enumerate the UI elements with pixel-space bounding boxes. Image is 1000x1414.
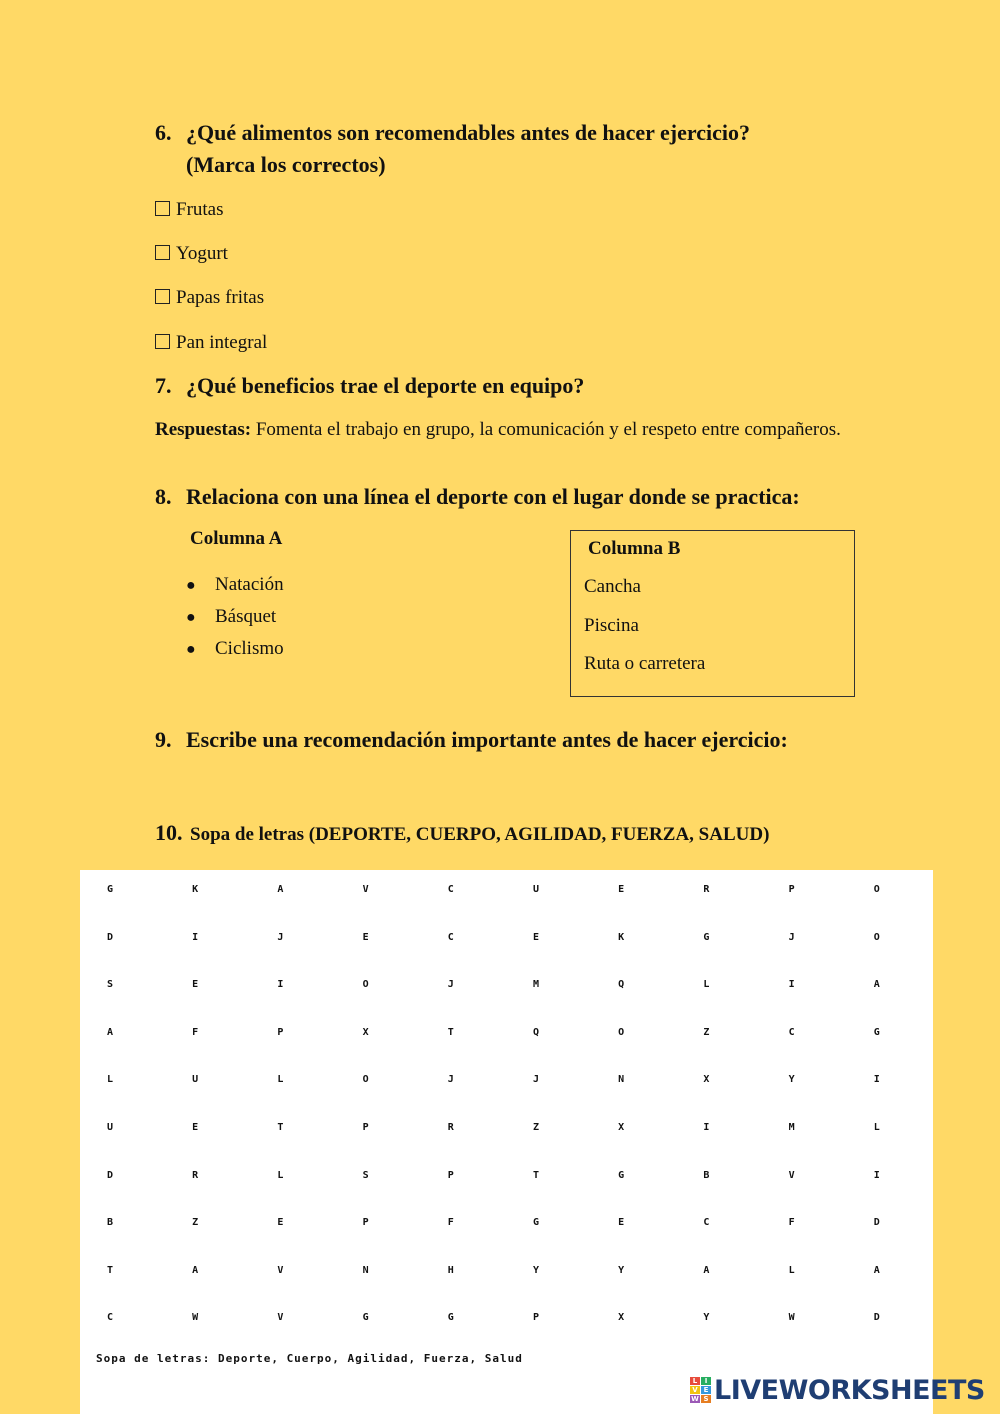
option-label: Papas fritas	[176, 287, 265, 308]
word-search-cell[interactable]: U	[106, 1122, 114, 1133]
word-search-cell[interactable]: L	[106, 1074, 114, 1086]
word-search-cell[interactable]: R	[447, 1122, 454, 1133]
word-search-cell[interactable]: O	[362, 979, 369, 991]
column-b-item[interactable]: Ruta o carretera	[584, 653, 706, 674]
word-search-cell[interactable]: T	[447, 1026, 454, 1038]
word-search-cell[interactable]: G	[447, 1312, 454, 1324]
question-text: ¿Qué alimentos son recomendables antes de hacer ejercicio?	[186, 120, 750, 145]
column-b-item[interactable]: Cancha	[584, 576, 641, 597]
column-a-item[interactable]: ● Ciclismo	[186, 636, 284, 668]
word-search-cell[interactable]: S	[106, 979, 114, 991]
word-search-cell[interactable]: Z	[532, 1122, 540, 1133]
word-search-cell[interactable]: C	[106, 1312, 114, 1324]
logo-mark-tile: I	[701, 1377, 711, 1385]
bullet-icon: ●	[186, 641, 196, 658]
word-search-cell[interactable]: P	[447, 1169, 454, 1181]
word-search-cell[interactable]: Q	[618, 979, 625, 991]
word-search-cell[interactable]: G	[532, 1217, 540, 1229]
bullet-icon: ●	[186, 609, 196, 626]
answer-text: Fomenta el trabajo en grupo, la comunicación y el respeto entre compañeros.	[255, 419, 841, 440]
word-search-cell[interactable]: F	[192, 1026, 199, 1038]
word-search-cell[interactable]: G	[618, 1169, 625, 1181]
word-search-cell[interactable]: X	[703, 1074, 710, 1086]
word-search-cell[interactable]: K	[192, 884, 199, 895]
word-search-cell[interactable]: E	[532, 931, 540, 943]
word-search-cell[interactable]: U	[192, 1074, 199, 1086]
word-search-cell[interactable]: P	[277, 1026, 284, 1038]
column-b-item[interactable]: Piscina	[584, 615, 639, 636]
word-search-cell[interactable]: T	[532, 1169, 540, 1181]
word-search	[80, 870, 933, 1414]
word-search-cell[interactable]: A	[277, 884, 284, 895]
word-search-cell[interactable]: I	[873, 1169, 880, 1181]
question-text-continued: (Marca los correctos)	[186, 152, 386, 177]
word-search-cell[interactable]: Z	[192, 1217, 199, 1229]
word-search-cell[interactable]: L	[277, 1169, 284, 1181]
word-search-cell[interactable]: R	[192, 1169, 199, 1181]
word-search-cell[interactable]: S	[362, 1169, 369, 1181]
word-search-cell[interactable]: G	[362, 1312, 369, 1324]
option-papas-fritas[interactable]	[155, 286, 264, 310]
column-b-title: Columna B	[588, 538, 681, 559]
word-search-cell[interactable]: V	[788, 1169, 795, 1181]
word-search-cell[interactable]: L	[873, 1122, 880, 1133]
word-search-cell[interactable]: T	[277, 1122, 284, 1133]
word-search-cell[interactable]: O	[873, 884, 880, 895]
word-search-cell[interactable]: X	[618, 1122, 625, 1133]
word-search-cell[interactable]: D	[873, 1217, 880, 1229]
word-search-cell[interactable]: A	[192, 1264, 199, 1276]
word-search-cell[interactable]: E	[277, 1217, 284, 1229]
word-search-cell[interactable]: W	[788, 1312, 795, 1324]
word-search-cell[interactable]: F	[788, 1217, 795, 1229]
word-search-cell[interactable]: P	[362, 1217, 369, 1229]
word-search-cell[interactable]: G	[873, 1026, 880, 1038]
word-search-cell[interactable]: I	[788, 979, 795, 991]
word-search-cell[interactable]: Z	[703, 1026, 710, 1038]
word-search-cell[interactable]: O	[362, 1074, 369, 1086]
question-text: Sopa de letras (DEPORTE, CUERPO, AGILIDAD, FUERZA, SALUD)	[190, 824, 770, 845]
word-search-cell[interactable]: A	[106, 1026, 114, 1038]
word-search-cell[interactable]: P	[788, 884, 795, 895]
logo-mark-tile: E	[701, 1386, 711, 1394]
word-search-cell[interactable]: C	[447, 884, 454, 895]
option-label: Frutas	[176, 199, 224, 220]
option-pan-integral[interactable]	[155, 331, 267, 355]
word-search-cell[interactable]: O	[618, 1026, 625, 1038]
word-search-cell[interactable]: E	[618, 884, 625, 895]
question-text: ¿Qué beneficios trae el deporte en equipo?	[186, 373, 585, 398]
word-search-cell[interactable]: V	[362, 884, 369, 895]
word-search-cell[interactable]: G	[703, 931, 710, 943]
word-search-cell[interactable]: W	[192, 1312, 199, 1324]
word-search-cell[interactable]: B	[106, 1217, 114, 1229]
logo-mark-tile: S	[701, 1395, 711, 1403]
answer-7	[155, 416, 855, 443]
question-6	[155, 117, 750, 181]
bullet-icon: ●	[186, 577, 196, 594]
word-search-cell[interactable]: O	[873, 931, 880, 943]
logo-text: LIVEWORKSHEETS	[714, 1374, 985, 1406]
word-search-cell[interactable]: H	[447, 1264, 454, 1276]
column-a-item[interactable]: ● Básquet	[186, 604, 284, 636]
word-search-cell[interactable]: G	[106, 884, 114, 895]
word-search-cell[interactable]: I	[703, 1122, 710, 1133]
checkbox-icon[interactable]	[155, 201, 170, 216]
logo-mark-tile: W	[691, 1395, 699, 1403]
column-a-title: Columna A	[190, 528, 283, 549]
question-number: 9.	[155, 727, 172, 752]
question-number: 10.	[155, 820, 183, 845]
word-search-cell[interactable]: Y	[788, 1074, 795, 1086]
option-label: Pan integral	[176, 332, 268, 353]
word-search-cell[interactable]: L	[703, 979, 710, 991]
question-8	[155, 481, 800, 513]
option-label: Yogurt	[176, 243, 228, 264]
question-text: Escribe una recomendación importante antes de hacer ejercicio:	[186, 727, 788, 752]
word-search-cell[interactable]: Y	[703, 1312, 710, 1324]
word-search-cell[interactable]: J	[447, 979, 454, 991]
word-search-cell[interactable]: I	[873, 1074, 880, 1086]
checkbox-icon[interactable]	[155, 245, 170, 260]
word-search-cell[interactable]: V	[277, 1312, 284, 1324]
question-number: 7.	[155, 373, 172, 398]
question-7	[155, 370, 584, 402]
word-search-cell[interactable]: M	[788, 1122, 795, 1133]
logo-mark-icon	[690, 1377, 710, 1403]
question-number: 6.	[155, 120, 172, 145]
word-search-cell[interactable]: U	[532, 884, 540, 895]
word-search-cell[interactable]: P	[532, 1312, 540, 1324]
option-yogurt[interactable]	[155, 242, 228, 266]
word-search-cell[interactable]: N	[618, 1074, 625, 1086]
word-search-cell[interactable]: N	[362, 1264, 369, 1276]
word-search-cell[interactable]: F	[447, 1217, 454, 1229]
question-text: Relaciona con una línea el deporte con el lugar donde se practica:	[186, 484, 800, 509]
word-search-cell[interactable]: Y	[618, 1264, 625, 1276]
column-a-list	[186, 572, 284, 668]
word-search-cell[interactable]: E	[362, 931, 369, 943]
word-search-cell[interactable]: X	[362, 1026, 369, 1038]
word-search-cell[interactable]: C	[703, 1217, 710, 1229]
word-search-cell[interactable]: T	[106, 1264, 114, 1276]
checkbox-icon[interactable]	[155, 289, 170, 304]
word-search-cell[interactable]: D	[106, 931, 114, 943]
word-search-cell[interactable]: E	[192, 979, 199, 991]
question-10	[155, 817, 769, 851]
word-search-cell[interactable]: E	[618, 1217, 625, 1229]
word-search-cell[interactable]: X	[618, 1312, 625, 1324]
word-search-cell[interactable]: I	[277, 979, 284, 991]
word-search-cell[interactable]: V	[277, 1264, 284, 1276]
word-search-cell[interactable]: C	[788, 1026, 795, 1038]
logo-mark-tile: V	[690, 1386, 700, 1394]
word-search-cell[interactable]: J	[532, 1074, 540, 1086]
word-search-cell[interactable]: M	[532, 979, 540, 991]
word-search-caption: Sopa de letras: Deporte, Cuerpo, Agilidad, Fuerza, Salud	[96, 1352, 523, 1365]
word-search-cell[interactable]: B	[703, 1169, 710, 1181]
word-search-cell[interactable]: L	[277, 1074, 284, 1086]
word-search-cell[interactable]: Y	[532, 1264, 540, 1276]
word-search-cell[interactable]: Q	[532, 1026, 540, 1038]
word-search-cell[interactable]: K	[618, 931, 625, 943]
option-frutas[interactable]	[155, 198, 224, 222]
word-search-cell[interactable]: J	[277, 931, 284, 943]
column-a-item[interactable]: ● Natación	[186, 572, 284, 604]
word-search-cell[interactable]: A	[873, 979, 880, 991]
word-search-cell[interactable]: C	[447, 931, 454, 943]
column-b-box	[570, 530, 855, 697]
word-search-cell[interactable]: D	[873, 1312, 880, 1324]
checkbox-icon[interactable]	[155, 334, 170, 349]
word-search-cell[interactable]: D	[106, 1169, 114, 1181]
question-9	[155, 724, 788, 756]
word-search-cell[interactable]: I	[192, 931, 199, 943]
word-search-cell[interactable]: A	[873, 1264, 880, 1276]
word-search-cell[interactable]: J	[788, 931, 795, 943]
word-search-cell[interactable]: J	[447, 1074, 454, 1086]
word-search-cell[interactable]: A	[703, 1264, 710, 1276]
word-search-cell[interactable]: E	[192, 1122, 199, 1133]
answer-label: Respuestas:	[155, 419, 252, 440]
word-search-cell[interactable]: R	[703, 884, 710, 895]
liveworksheets-logo	[690, 1374, 985, 1406]
question-number: 8.	[155, 484, 172, 509]
logo-mark-tile: L	[690, 1377, 700, 1385]
word-search-cell[interactable]: L	[788, 1264, 795, 1276]
word-search-cell[interactable]: P	[362, 1122, 369, 1133]
